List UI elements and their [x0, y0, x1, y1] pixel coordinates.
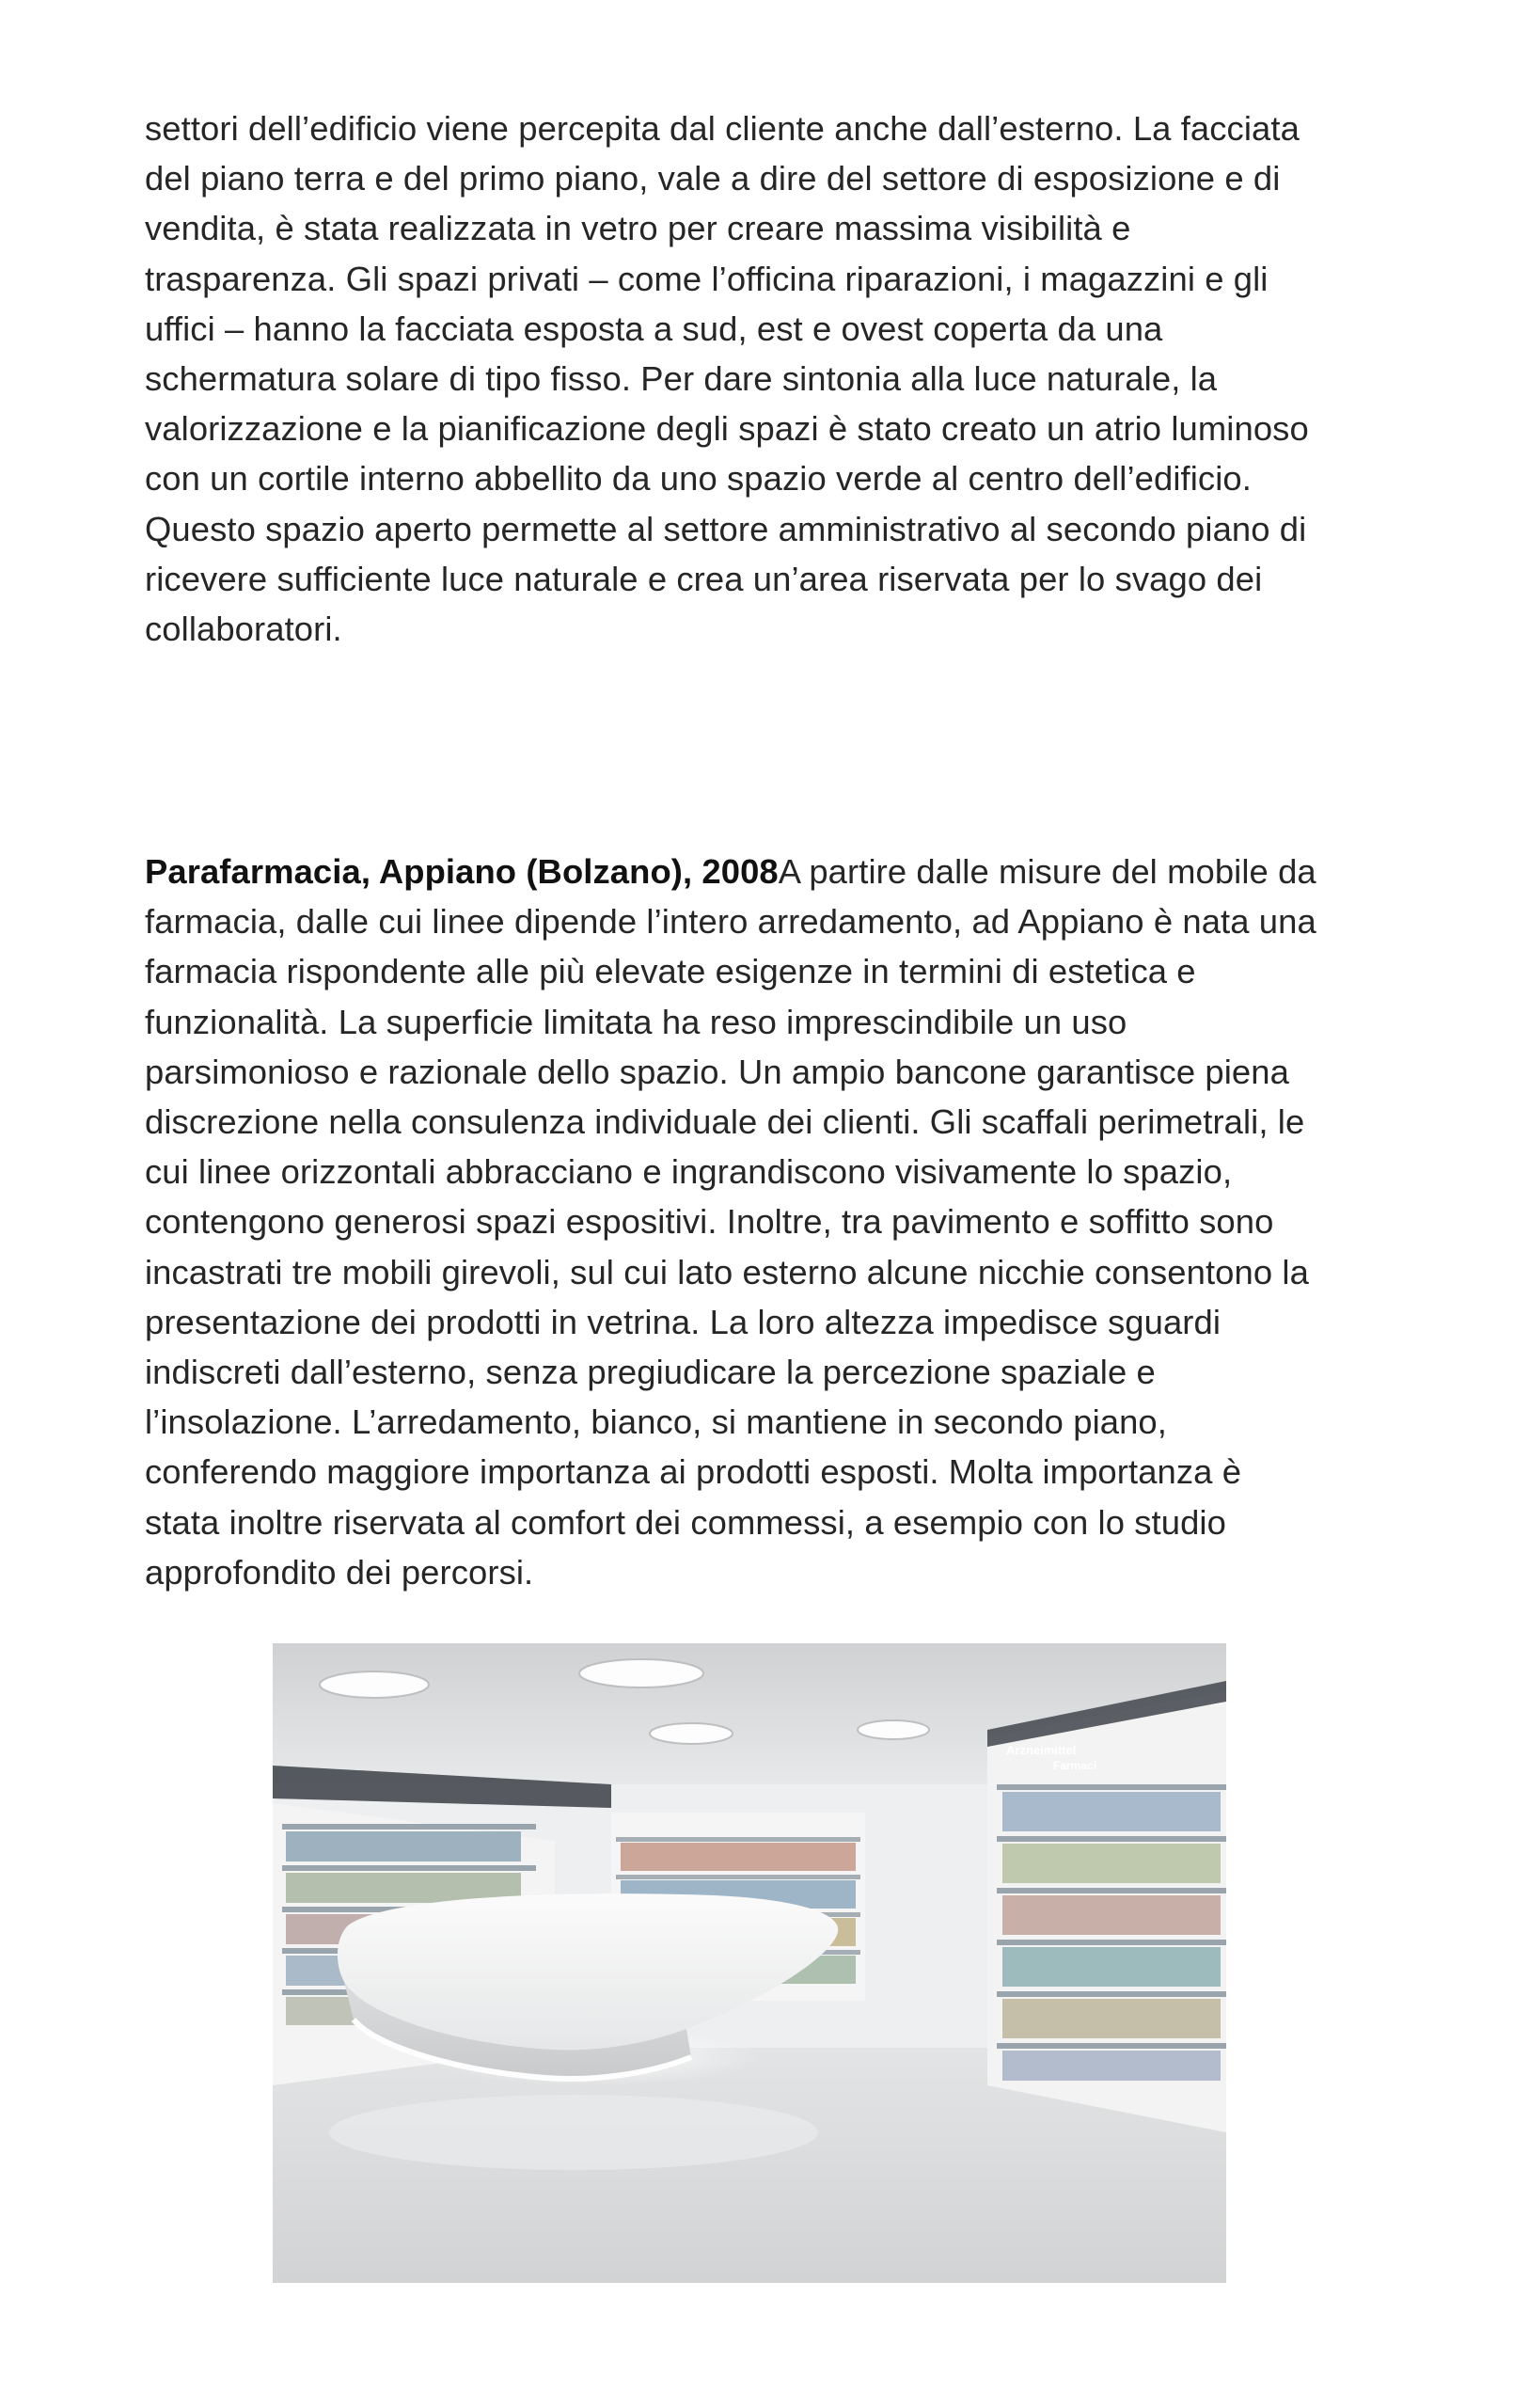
pharmacy-interior-photo: [273, 1643, 1226, 2283]
text-line: funzionalità. La superficie limitata ha reso imprescindibile un uso: [145, 1002, 1127, 1041]
text-line: farmacia, dalle cui linee dipende l’intero arredamento, ad Appiano è nata una: [145, 902, 1316, 942]
text-line: parsimonioso e razionale dello spazio. Un ampio bancone garantisce piena: [145, 1052, 1289, 1091]
text-line: con un cortile interno abbellito da uno spazio verde al centro dell’edificio.: [145, 459, 1252, 499]
text-line: settori dell’edificio viene percepita dal cliente anche dall’esterno. La facciata: [145, 109, 1300, 148]
text-line: schermatura solare di tipo fisso. Per dare sintonia alla luce naturale, la: [145, 359, 1218, 399]
text-line: uffici – hanno la facciata esposta a sud, est e ovest coperta da una: [145, 309, 1163, 348]
text-line: cui linee orizzontali abbracciano e ingrandiscono visivamente lo spazio,: [145, 1152, 1233, 1192]
text-line: Questo spazio aperto permette al settore amministrativo al secondo piano di: [145, 509, 1307, 548]
text-line: approfondito dei percorsi.: [145, 1552, 534, 1592]
right-shelving: [987, 1690, 1226, 2132]
text-line: conferendo maggiore importanza ai prodotti esposti. Molta importanza è: [145, 1452, 1242, 1492]
paragraph-building-description: [145, 103, 1367, 654]
text-line: l’insolazione. L’arredamento, bianco, si mantiene in secondo piano,: [145, 1402, 1167, 1442]
text-line: discrezione nella consulenza individuale dei clienti. Gli scaffali perimetrali, le: [145, 1102, 1305, 1142]
text-line: del piano terra e del primo piano, vale a dire del settore di esposizione e di: [145, 159, 1281, 198]
text-line-continuation: A partire dalle misure del mobile da: [778, 852, 1316, 891]
text-line: vendita, è stata realizzata in vetro per creare massima visibilità e: [145, 209, 1131, 248]
text-line-first: [145, 847, 1367, 896]
text-line: farmacia rispondente alle più elevate esigenze in termini di estetica e: [145, 952, 1196, 991]
text-line: trasparenza. Gli spazi privati – come l’officina riparazioni, i magazzini e gli: [145, 259, 1269, 298]
section-heading: Parafarmacia, Appiano (Bolzano), 2008: [145, 852, 779, 891]
text-line: collaboratori.: [145, 610, 342, 649]
text-line: indiscreti dall’esterno, senza pregiudicare la percezione spaziale e: [145, 1353, 1156, 1392]
shelf-sign-2: Farmaci: [1053, 1759, 1097, 1772]
pharmacy-interior-illustration: [273, 1643, 1226, 2283]
text-line: valorizzazione e la pianificazione degli spazi è stato creato un atrio luminoso: [145, 409, 1309, 449]
paragraph-pharmacy-description: [145, 847, 1367, 1597]
text-line: contengono generosi spazi espositivi. Inoltre, tra pavimento e soffitto sono: [145, 1202, 1274, 1242]
text-line: presentazione dei prodotti in vetrina. La loro altezza impedisce sguardi: [145, 1302, 1222, 1341]
shelf-sign-1: Arzneimittel: [1006, 1743, 1077, 1757]
text-line: stata inoltre riservata al comfort dei commessi, a esempio con lo studio: [145, 1502, 1226, 1542]
text-line: ricevere sufficiente luce naturale e crea un’area riservata per lo svago dei: [145, 559, 1263, 598]
text-line: incastrati tre mobili girevoli, sul cui lato esterno alcune nicchie consentono la: [145, 1252, 1309, 1291]
